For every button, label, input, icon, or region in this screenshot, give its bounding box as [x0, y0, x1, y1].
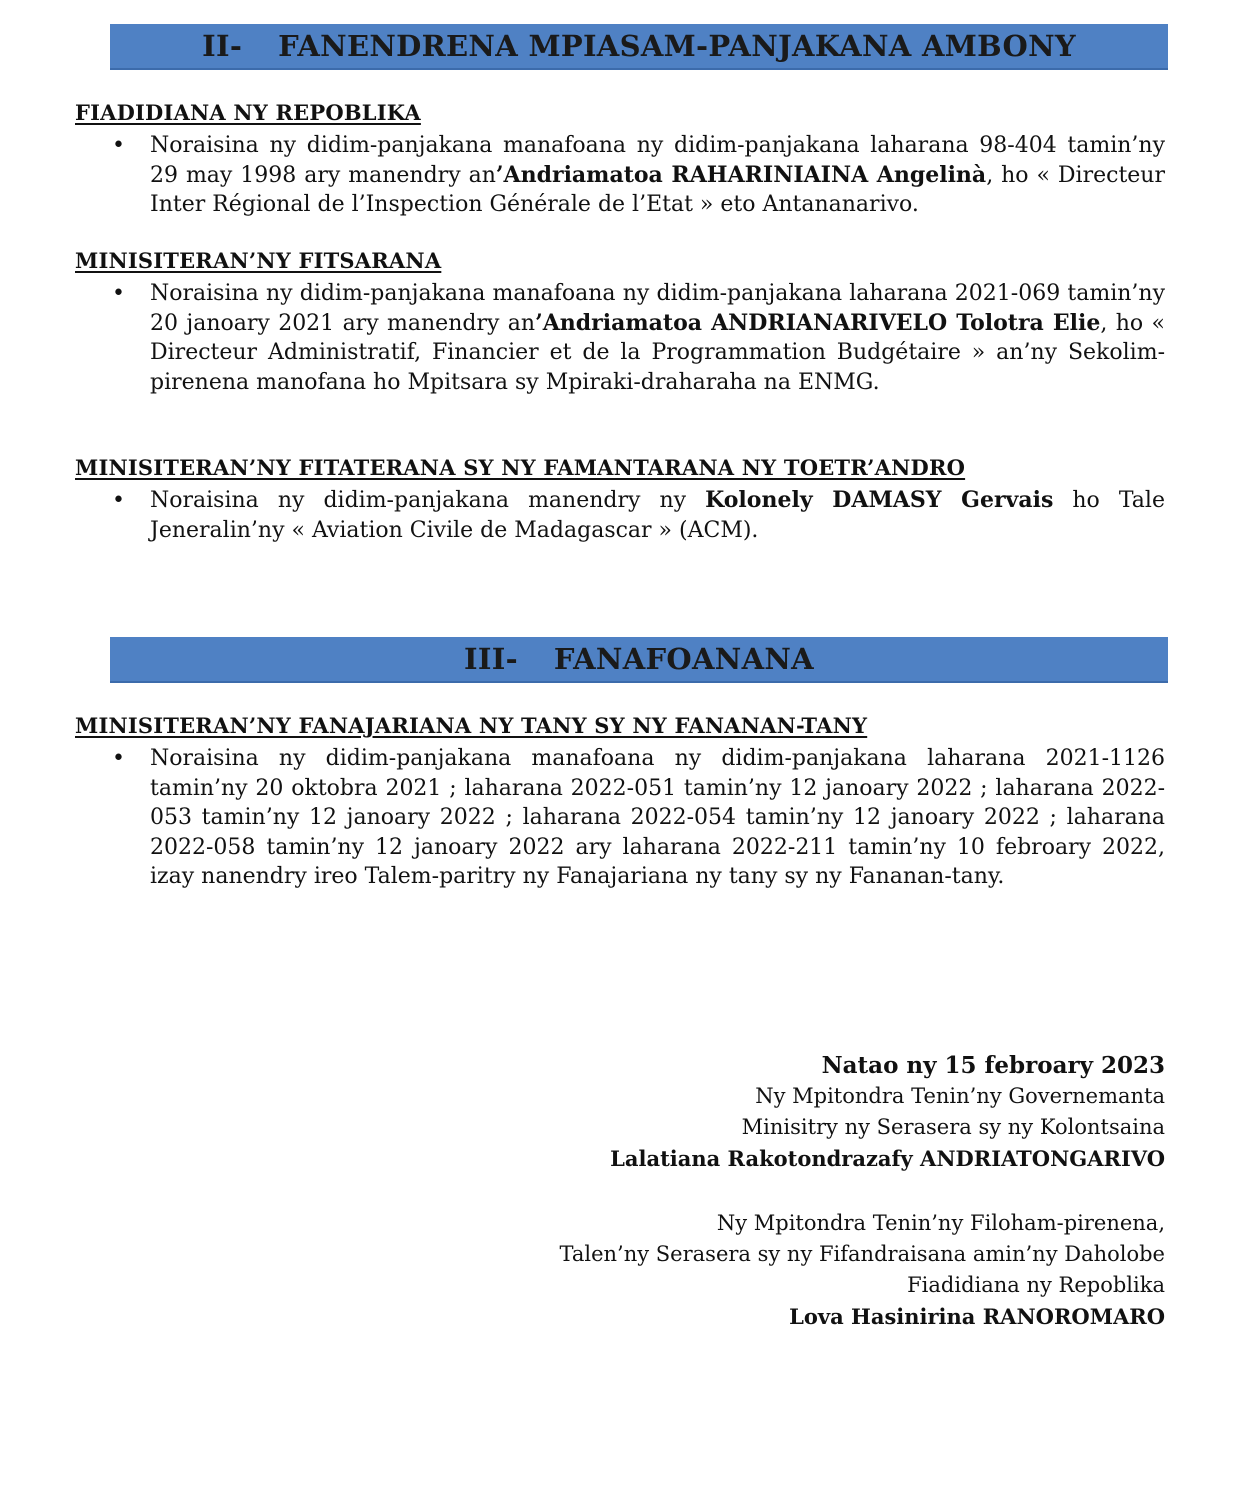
bullet-marker: •: [112, 281, 125, 306]
section-iii-title: FANAFOANANA: [553, 642, 814, 676]
heading-fitaterana: MINISITERAN’NY FITATERANA SY NY FAMANTARANA NY TOETR’ANDRO: [75, 455, 966, 480]
section-ii-number: II-: [202, 29, 243, 63]
bullet-marker: •: [112, 746, 125, 771]
paragraph-text: Noraisina ny didim-panjakana manendry ny: [150, 488, 706, 513]
paragraph-text: Noraisina ny didim-panjakana manafoana ny didim-panjakana laharana 98-404 tamin’ny 29 may 1998 ary manendry an: [150, 133, 1165, 188]
section-iii-banner: [110, 637, 1168, 683]
signatory-role: Minisitry ny Serasera sy ny Kolontsaina: [741, 1115, 1165, 1139]
appointee-name: ’Andriamatoa ANDRIANARIVELO Tolotra Elie: [535, 309, 1101, 336]
document-date: Natao ny 15 febroary 2023: [821, 1052, 1165, 1079]
section-ii-banner: [110, 24, 1168, 70]
bullet-marker: •: [112, 133, 125, 158]
appointee-name: ’Andriamatoa RAHARINIAINA Angelinà: [495, 161, 987, 188]
paragraph-fitaterana: [150, 486, 1165, 545]
signatory-name: Lova Hasinirina RANOROMARO: [789, 1304, 1165, 1329]
bullet-marker: •: [112, 488, 125, 513]
paragraph-text: , ho « Directeur Administratif, Financier et de la Programmation Budgétaire » an’ny Sekolim-pirenena manofana ho Mpitsara sy Mpiraki-draharaha na ENMG.: [150, 310, 1166, 395]
signatory-role: Ny Mpitondra Tenin’ny Governemanta: [755, 1084, 1165, 1108]
paragraph-fitsarana: [150, 279, 1165, 397]
paragraph-fanajariana: Noraisina ny didim-panjakana manafoana ny didim-panjakana laharana 2021-1126 tamin’ny 20 oktobra 2021 ; laharana 2022-051 tamin’ny 12 janoary 2022 ; laharana 2022-053 tamin’ny 12 janoary 2022 ; laharana 2022-054 tamin’ny 12 janoary 2022 ; laharana 2022-058 tamin’ny 12 janoary 2022 ary laharana 2022-211 tamin’ny 10 febroary 2022, izay nanendry ireo Talem-paritry ny Fanajariana ny tany sy ny Fananan-tany.: [150, 746, 1165, 889]
heading-fiadidiana: FIADIDIANA NY REPOBLIKA: [75, 100, 421, 125]
signature-block-presidency: [559, 1208, 1165, 1332]
paragraph-text: , ho « Directeur Inter Régional de l’Inspection Générale de l’Etat » eto Antananarivo.: [150, 162, 1165, 217]
signatory-role: Talen’ny Serasera sy ny Fifandraisana amin’ny Daholobe: [559, 1242, 1165, 1266]
paragraph-text: Noraisina ny didim-panjakana manafoana ny didim-panjakana laharana 2021-069 tamin’ny 20 janoary 2021 ary manendry an: [150, 281, 1165, 336]
paragraph-text: ho Tale Jeneralin’ny « Aviation Civile de Madagascar » (ACM).: [150, 488, 1165, 543]
signatory-role: Fiadidiana ny Repoblika: [907, 1273, 1165, 1297]
signatory-name: Lalatiana Rakotondrazafy ANDRIATONGARIVO: [610, 1146, 1165, 1171]
signatory-role: Ny Mpitondra Tenin’ny Filoham-pirenena,: [716, 1211, 1165, 1235]
paragraph-fiadidiana: [150, 131, 1165, 220]
heading-fitsarana: MINISITERAN’NY FITSARANA: [75, 248, 442, 273]
signature-block-government: [610, 1050, 1165, 1174]
heading-fanajariana: MINISITERAN’NY FANAJARIANA NY TANY SY NY FANANAN-TANY: [75, 713, 868, 738]
section-ii-title: FANENDRENA MPIASAM-PANJAKANA AMBONY: [278, 29, 1076, 63]
section-iii-number: III-: [463, 642, 518, 676]
appointee-name: Kolonely DAMASY Gervais: [705, 487, 1054, 513]
